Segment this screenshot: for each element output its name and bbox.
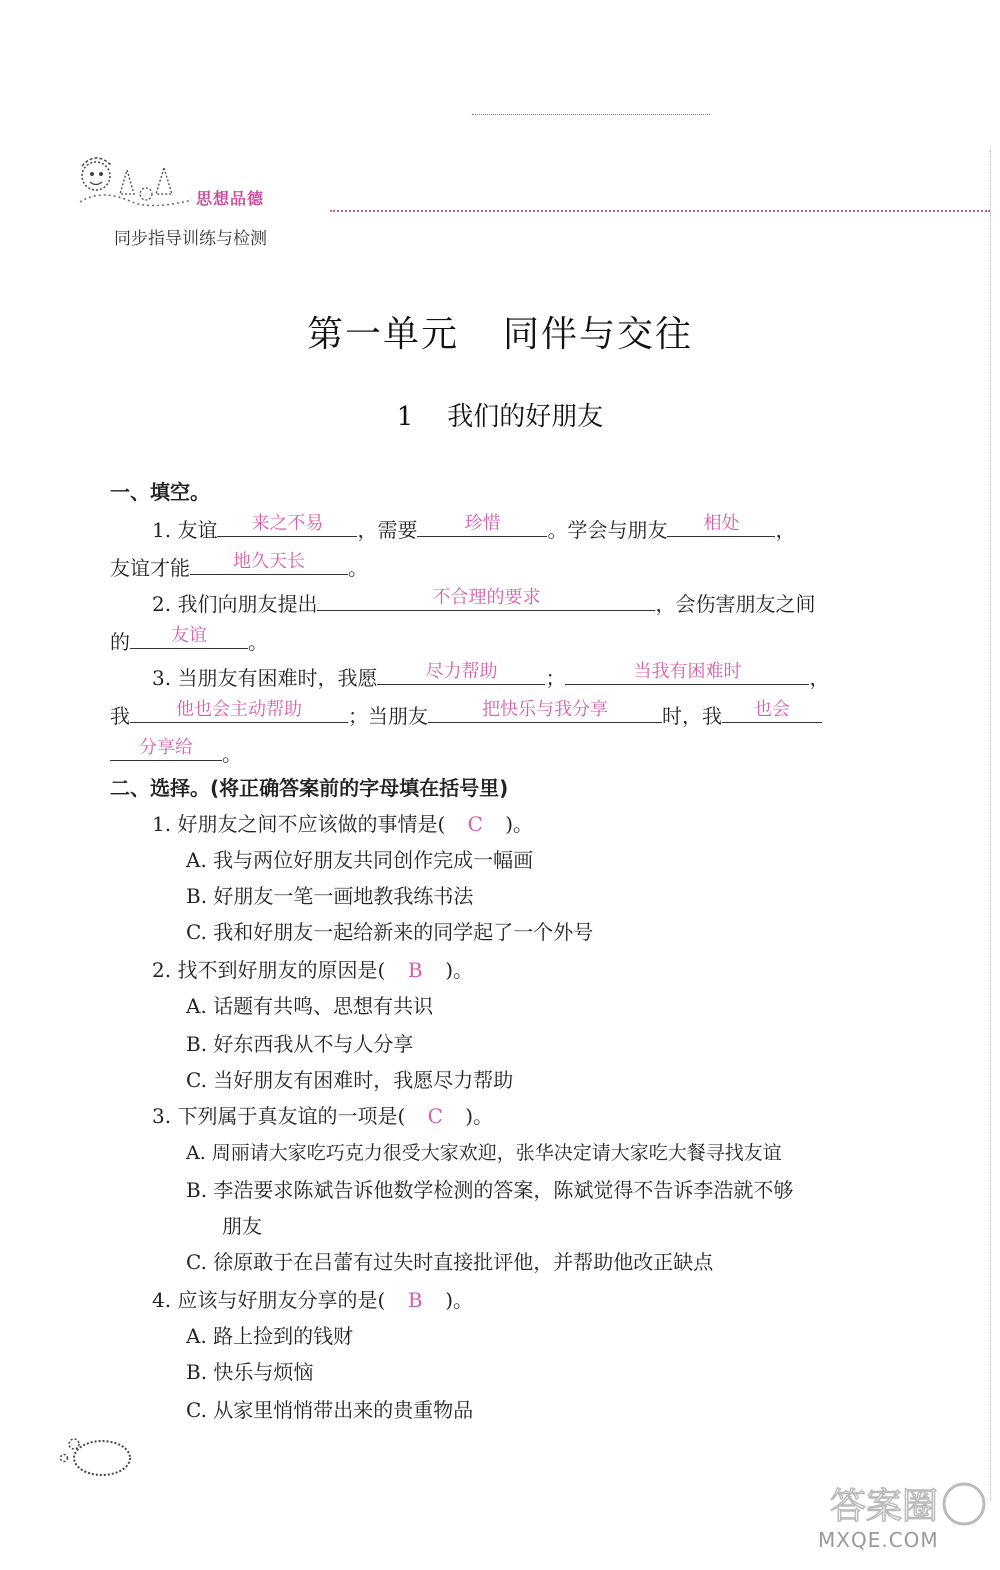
- fill-q2-line2: 的 友谊 。: [110, 625, 268, 654]
- choice-q2-stem: 2. 找不到好朋友的原因是( B )。: [152, 958, 474, 982]
- choice-q3-option-b: B. 李浩要求陈斌告诉他数学检测的答案，陈斌觉得不告诉李浩就不够: [186, 1178, 794, 1202]
- unit-name: 同伴与交往: [503, 314, 694, 355]
- choice-q3-option-b-cont: 朋友: [222, 1214, 262, 1238]
- choice-q1-stem: 1. 好朋友之间不应该做的事情是( C )。: [152, 812, 534, 836]
- choice-q4-option-a: A. 路上捡到的钱财: [186, 1324, 354, 1348]
- answer-blank[interactable]: 把快乐与我分享: [428, 698, 662, 723]
- answer-letter[interactable]: B: [407, 1288, 423, 1312]
- fill-q1-line1: 1. 友谊 来之不易 ，需要 珍惜 。学会与朋友 相处 ，: [152, 513, 796, 542]
- lesson-name: 我们的好朋友: [447, 402, 604, 432]
- cartoon-children-icon: [72, 150, 202, 220]
- choice-q3-stem: 3. 下列属于真友谊的一项是( C )。: [152, 1104, 494, 1128]
- answer-blank[interactable]: 相处: [667, 512, 775, 537]
- header-dotted-rule: [330, 210, 990, 212]
- answer-letter[interactable]: B: [407, 958, 423, 982]
- choice-q4-option-b: B. 快乐与烦恼: [186, 1360, 314, 1384]
- fill-q3-line1: 3. 当朋友有困难时，我愿 尽力帮助 ； 当我有困难时 ，: [152, 661, 830, 690]
- top-rule: [472, 114, 710, 115]
- answer-blank[interactable]: 不合理的要求: [317, 586, 655, 611]
- answer-blank[interactable]: 珍惜: [417, 512, 547, 537]
- choice-q1-option-b: B. 好朋友一笔一画地教我练书法: [186, 884, 474, 908]
- fill-q3-line2: 我 他也会主动帮助 ；当朋友 把快乐与我分享 时，我 也会: [110, 698, 822, 729]
- answer-letter[interactable]: C: [467, 812, 483, 836]
- lesson-number: 1: [396, 402, 414, 432]
- fill-q3-line3: 分享给 。: [110, 736, 242, 767]
- choice-q4-option-c: C. 从家里悄悄带出来的贵重物品: [186, 1398, 474, 1422]
- answer-blank[interactable]: 分享给: [110, 736, 222, 761]
- answer-blank[interactable]: 他也会主动帮助: [130, 698, 348, 723]
- watermark-logo: [820, 1480, 990, 1530]
- fill-section-heading: 一、填空。: [110, 480, 210, 504]
- choice-q1-option-c: C. 我和好朋友一起给新来的同学起了一个外号: [186, 920, 594, 944]
- pebble-ornament-icon: [56, 1428, 136, 1478]
- choice-q2-option-a: A. 话题有共鸣、思想有共识: [186, 994, 434, 1018]
- answer-blank[interactable]: 来之不易: [217, 512, 357, 537]
- unit-title: [0, 306, 1000, 357]
- choice-q2-option-b: B. 好东西我从不与人分享: [186, 1032, 414, 1056]
- fill-q1-line2: 友谊才能 地久天长 。: [110, 551, 368, 580]
- choice-q3-option-a: A. 周丽请大家吃巧克力很受大家欢迎，张华决定请大家吃大餐寻找友谊: [186, 1142, 782, 1164]
- choice-section-heading: 二、选择。(将正确答案前的字母填在括号里): [110, 776, 509, 800]
- choice-q3-option-c: C. 徐原敢于在吕蕾有过失时直接批评他，并帮助他改正缺点: [186, 1250, 714, 1274]
- fill-q2-line1: 2. 我们向朋友提出 不合理的要求 ，会伤害朋友之间: [152, 587, 816, 616]
- answer-blank[interactable]: 地久天长: [190, 550, 348, 575]
- answer-blank[interactable]: 友谊: [130, 624, 248, 649]
- choice-q1-option-a: A. 我与两位好朋友共同创作完成一幅画: [186, 848, 534, 872]
- choice-q4-stem: 4. 应该与好朋友分享的是( B )。: [152, 1288, 474, 1312]
- answer-blank[interactable]: 也会: [722, 698, 822, 723]
- choice-q2-option-c: C. 当好朋友有困难时，我愿尽力帮助: [186, 1068, 514, 1092]
- watermark-site: MXQE.COM: [818, 1528, 939, 1552]
- series-title: 同步指导训练与检测: [114, 229, 267, 249]
- lesson-title: [0, 396, 1000, 433]
- answer-letter[interactable]: C: [427, 1104, 443, 1128]
- answer-blank[interactable]: 当我有困难时: [565, 660, 809, 685]
- watermark-logo-text: 答案圈: [830, 1486, 939, 1527]
- brand-title: 思想品德: [196, 189, 265, 208]
- answer-blank[interactable]: 尽力帮助: [377, 660, 545, 685]
- unit-number: 第一单元: [306, 314, 459, 355]
